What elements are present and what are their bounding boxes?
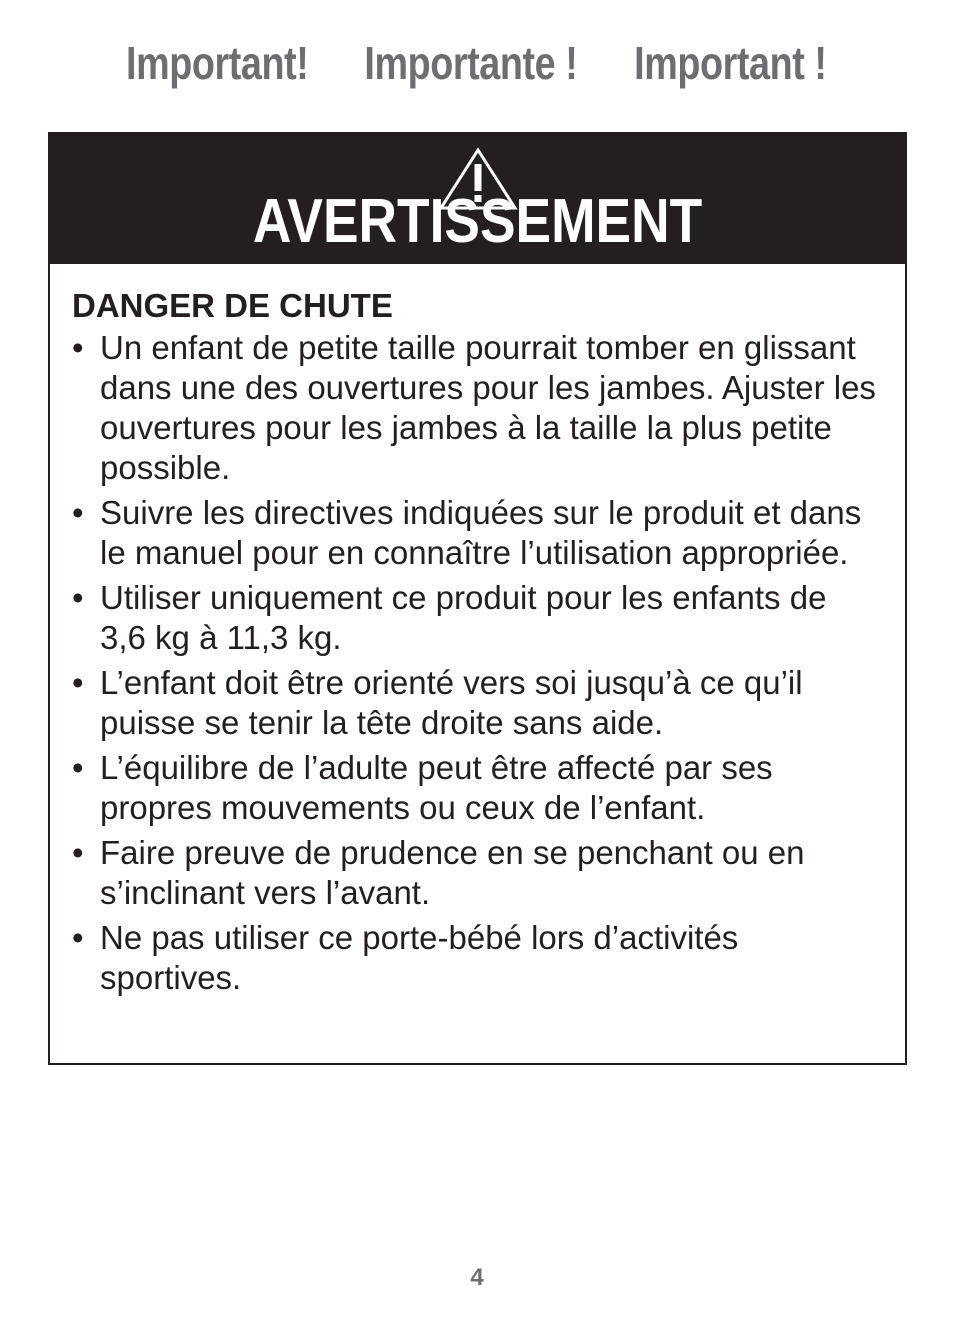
section-heading: DANGER DE CHUTE (72, 287, 393, 324)
heading-spanish: Importante ! (364, 37, 578, 89)
bullet: • (72, 664, 84, 701)
bullet: • (72, 834, 84, 871)
heading-french: Important ! (634, 37, 827, 89)
warning-body (50, 264, 905, 998)
list-item-text: L’enfant doit être orienté vers soi jusqu’à ce qu’il puisse se tenir la tête droite sans aide. (100, 664, 803, 741)
bullet: • (72, 579, 84, 616)
warning-title: AVERTISSEMENT (252, 187, 703, 256)
list-item-text: Un enfant de petite taille pourrait tomber en glissant dans une des ouvertures pour les jambes. Ajuster les ouvertures pour les jambes à la taille la plus petite possible. (100, 329, 876, 486)
list-item (72, 663, 881, 743)
list-item-text: Utiliser uniquement ce produit pour les enfants de 3,6 kg à 11,3 kg. (100, 579, 827, 656)
list-item-text: Ne pas utiliser ce porte-bébé lors d’activités sportives. (100, 919, 739, 996)
warning-header (50, 134, 905, 264)
list-item (72, 493, 881, 573)
list-item (72, 578, 881, 658)
list-item (72, 748, 881, 828)
bullet: • (72, 494, 84, 531)
page-number: 4 (470, 1264, 484, 1291)
warning-box (48, 132, 907, 1065)
list-item (72, 328, 881, 488)
list-item (72, 918, 881, 998)
list-item-text: L’équilibre de l’adulte peut être affecté par ses propres mouvements ou ceux de l’enfant. (100, 749, 773, 826)
bullet: • (72, 919, 84, 956)
important-headings (0, 36, 954, 90)
bullet: • (72, 329, 84, 366)
heading-english: Important! (126, 37, 309, 89)
list-item-text: Faire preuve de prudence en se penchant ou en s’inclinant vers l’avant. (100, 834, 805, 911)
bullet: • (72, 749, 84, 786)
list-item (72, 833, 881, 913)
hazard-list (72, 328, 881, 998)
list-item-text: Suivre les directives indiquées sur le produit et dans le manuel pour en connaître l’utilisation appropriée. (100, 494, 862, 571)
